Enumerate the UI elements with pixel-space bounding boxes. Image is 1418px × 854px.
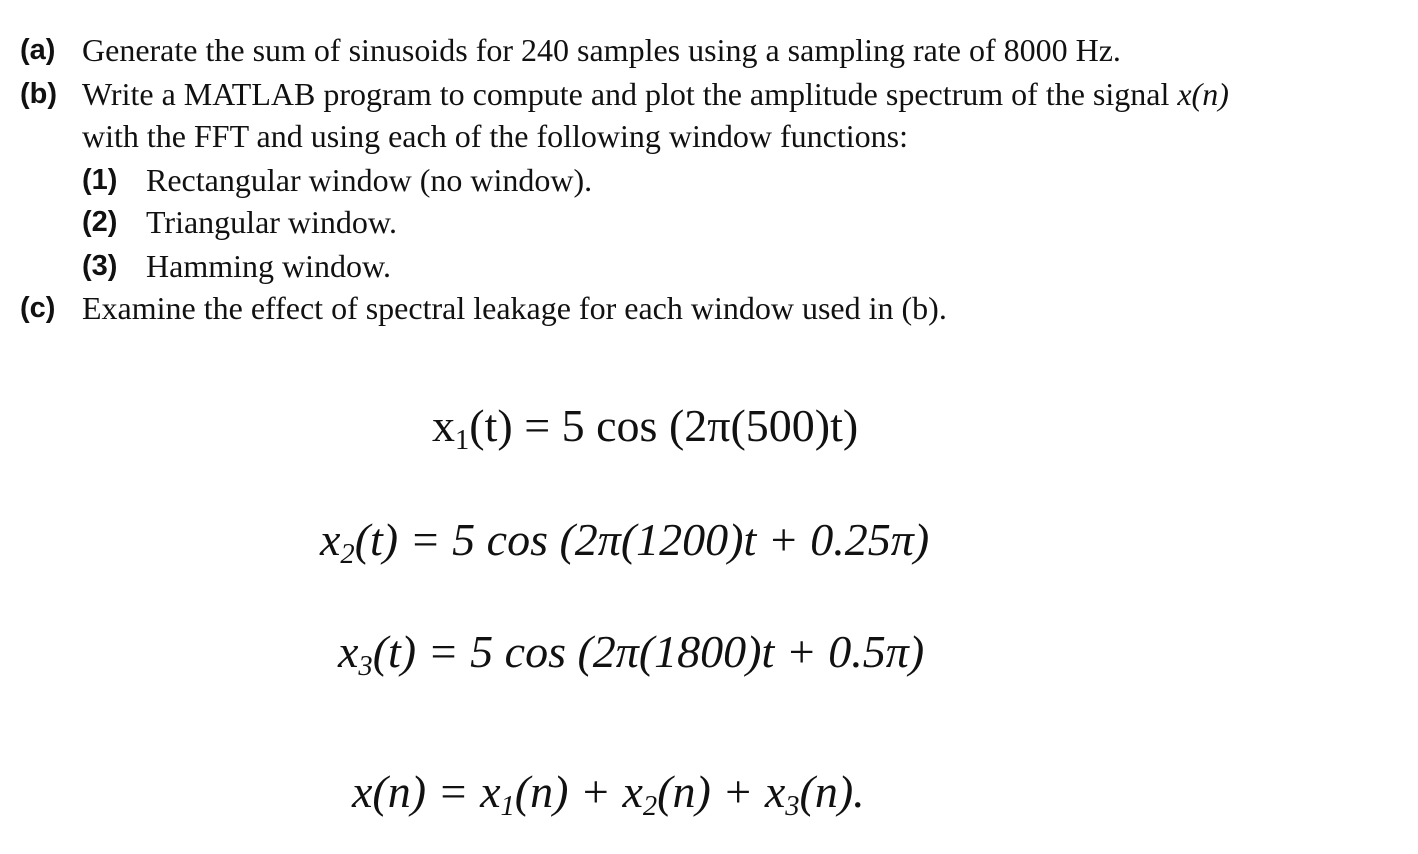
equation-x2-rhs: = 5 cos (2π(1200)t + 0.25π)	[398, 514, 930, 565]
part-a-tag: (a)	[20, 34, 56, 66]
equation-x1	[432, 398, 858, 454]
part-b-tag: (b)	[20, 78, 58, 110]
sum-term1-subscript: 1	[500, 790, 515, 822]
equation-x1-subscript: 1	[455, 424, 470, 456]
part-b-text-line2: with the FFT and using each of the following window functions:	[82, 118, 908, 154]
window-2-tag: (2)	[82, 206, 118, 238]
equation-x2	[320, 512, 929, 568]
equation-x2-symbol: x	[320, 514, 341, 565]
equation-sum	[352, 764, 865, 820]
equation-x3	[338, 624, 924, 680]
signal-symbol: x(n)	[1177, 76, 1229, 112]
equation-x1-symbol: x	[432, 400, 455, 451]
window-3-text: Hamming window.	[146, 248, 392, 284]
window-3-tag: (3)	[82, 250, 118, 282]
equation-x2-argument: (t)	[354, 514, 399, 565]
sum-term3-argument: (n).	[799, 766, 865, 817]
sum-term2-subscript: 2	[642, 790, 658, 822]
sum-term3: x	[764, 766, 786, 817]
part-b-text-line1	[82, 74, 1229, 114]
equation-x3-subscript: 3	[358, 650, 373, 682]
sum-lhs: x(n) =	[352, 766, 481, 817]
window-1-text: Rectangular window (no window).	[146, 162, 593, 198]
window-2-text: Triangular window.	[146, 204, 397, 240]
equation-x1-rhs: = 5 cos (2π(500)t)	[512, 400, 859, 451]
sum-term1: x	[480, 766, 501, 817]
equation-x2-subscript: 2	[340, 538, 355, 570]
equation-x3-argument: (t)	[372, 626, 417, 677]
window-1-tag: (1)	[82, 164, 118, 196]
sum-term2: x	[622, 766, 643, 817]
sum-term3-subscript: 3	[785, 790, 800, 822]
sum-term2-argument: (n) +	[657, 766, 765, 817]
part-c-tag: (c)	[20, 292, 56, 324]
equation-x1-argument: (t)	[469, 400, 513, 451]
part-c-text: Examine the effect of spectral leakage for each window used in (b).	[82, 290, 947, 326]
part-b-line1: Write a MATLAB program to compute and plot the amplitude spectrum of the signal	[82, 76, 1178, 112]
sum-term1-argument: (n) +	[514, 766, 623, 817]
equation-x3-rhs: = 5 cos (2π(1800)t + 0.5π)	[416, 626, 925, 677]
part-a-text: Generate the sum of sinusoids for 240 samples using a sampling rate of 8000 Hz.	[82, 32, 1121, 68]
equation-x3-symbol: x	[338, 626, 359, 677]
